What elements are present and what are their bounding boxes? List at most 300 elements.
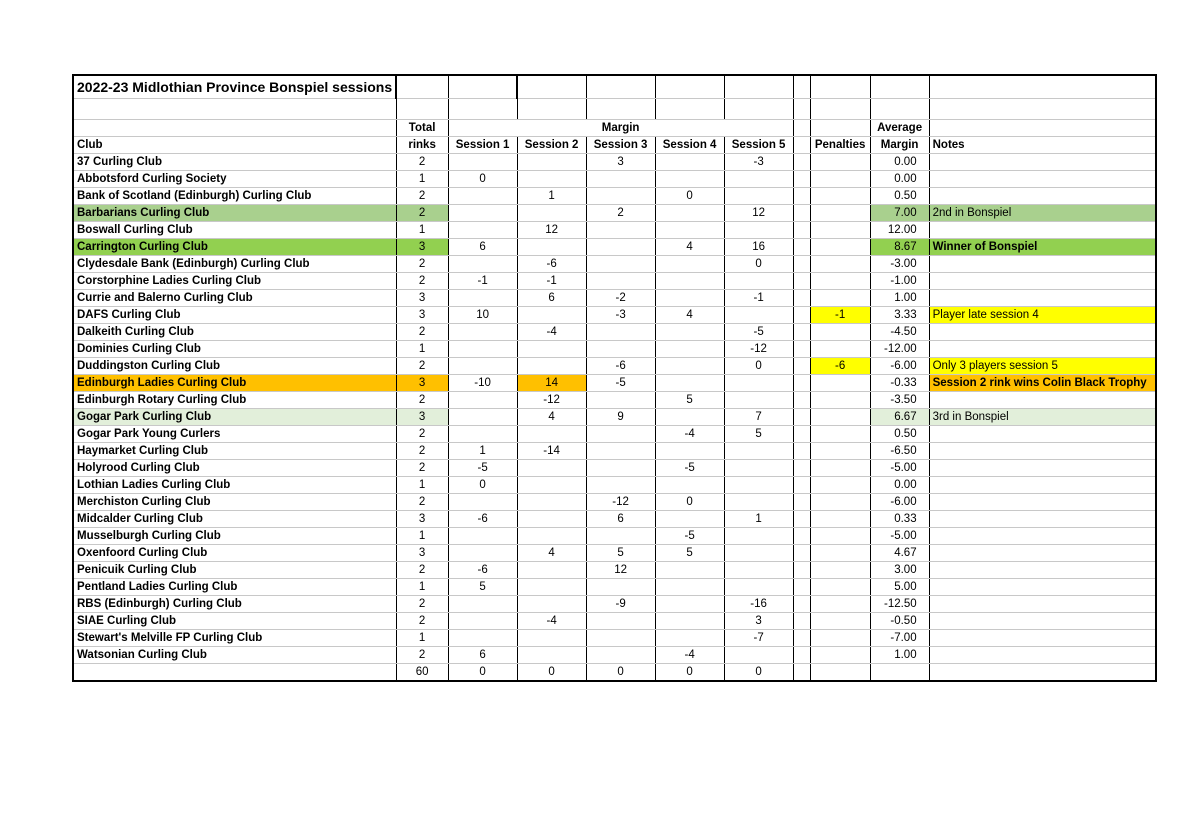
session-5-margin: -3: [724, 154, 793, 171]
session-4-margin: [655, 477, 724, 494]
session-5-margin: -7: [724, 630, 793, 647]
session-4-margin: [655, 290, 724, 307]
gap-cell: [793, 613, 810, 630]
session-1-margin: [448, 324, 517, 341]
club-name: Dominies Curling Club: [73, 341, 396, 358]
session-3-margin: [586, 613, 655, 630]
session-4-margin: [655, 358, 724, 375]
average-margin: 0.00: [870, 154, 929, 171]
session-2-margin: 4: [517, 409, 586, 426]
note-text: [929, 392, 1156, 409]
club-name: Lothian Ladies Curling Club: [73, 477, 396, 494]
club-name: Edinburgh Ladies Curling Club: [73, 375, 396, 392]
penalty-value: -6: [810, 358, 870, 375]
average-margin: 1.00: [870, 290, 929, 307]
header-average-margin: Margin: [870, 137, 929, 154]
club-name: Edinburgh Rotary Curling Club: [73, 392, 396, 409]
gap-cell: [793, 324, 810, 341]
gap-cell: [793, 222, 810, 239]
gap-cell: [793, 647, 810, 664]
club-name: SIAE Curling Club: [73, 613, 396, 630]
session-5-margin: [724, 273, 793, 290]
note-text: [929, 443, 1156, 460]
table-row: [73, 392, 1156, 409]
rinks-count: 2: [396, 358, 448, 375]
sheet-title: 2022-23 Midlothian Province Bonspiel sessions: [73, 75, 396, 99]
table-row: [73, 511, 1156, 528]
session-4-margin: [655, 341, 724, 358]
session-1-margin: 6: [448, 647, 517, 664]
average-margin: -12.00: [870, 341, 929, 358]
session-5-margin: 7: [724, 409, 793, 426]
session-4-margin: -4: [655, 647, 724, 664]
rinks-count: 2: [396, 613, 448, 630]
note-text: [929, 511, 1156, 528]
rinks-count: 1: [396, 477, 448, 494]
session-4-margin: [655, 273, 724, 290]
note-text: [929, 290, 1156, 307]
table-row: [73, 409, 1156, 426]
session-3-margin: -9: [586, 596, 655, 613]
session-2-margin: [517, 307, 586, 324]
session-4-margin: -5: [655, 528, 724, 545]
gap-cell: [793, 375, 810, 392]
average-margin: 0.50: [870, 188, 929, 205]
session-5-margin: [724, 477, 793, 494]
club-name: Duddingston Curling Club: [73, 358, 396, 375]
session-4-margin: [655, 154, 724, 171]
note-text: [929, 154, 1156, 171]
table-row: [73, 341, 1156, 358]
club-name: Bank of Scotland (Edinburgh) Curling Club: [73, 188, 396, 205]
session-1-margin: [448, 528, 517, 545]
session-1-margin: [448, 630, 517, 647]
header-penalties: Penalties: [810, 137, 870, 154]
rinks-count: 3: [396, 409, 448, 426]
club-name: Oxenfoord Curling Club: [73, 545, 396, 562]
note-text: [929, 477, 1156, 494]
club-name: Stewart's Melville FP Curling Club: [73, 630, 396, 647]
session-1-margin: [448, 392, 517, 409]
session-5-margin: [724, 392, 793, 409]
penalty-value: [810, 528, 870, 545]
gap-cell: [793, 256, 810, 273]
table-row: [73, 188, 1156, 205]
note-text: Player late session 4: [929, 307, 1156, 324]
club-name: Penicuik Curling Club: [73, 562, 396, 579]
penalty-value: [810, 443, 870, 460]
note-text: [929, 545, 1156, 562]
club-name: Barbarians Curling Club: [73, 205, 396, 222]
session-4-margin: [655, 324, 724, 341]
penalty-value: [810, 630, 870, 647]
session-1-margin: [448, 205, 517, 222]
session-2-margin: -4: [517, 613, 586, 630]
average-margin: -3.50: [870, 392, 929, 409]
club-name: Carrington Curling Club: [73, 239, 396, 256]
session-4-margin: [655, 562, 724, 579]
rinks-count: 3: [396, 375, 448, 392]
session-2-margin: [517, 477, 586, 494]
note-text: Winner of Bonspiel: [929, 239, 1156, 256]
session-2-margin: -14: [517, 443, 586, 460]
header-session-3: Session 3: [586, 137, 655, 154]
club-name: Clydesdale Bank (Edinburgh) Curling Club: [73, 256, 396, 273]
penalty-value: [810, 477, 870, 494]
session-3-margin: 12: [586, 562, 655, 579]
session-1-margin: -6: [448, 511, 517, 528]
session-5-margin: 3: [724, 613, 793, 630]
session-1-margin: [448, 154, 517, 171]
session-1-margin: 0: [448, 477, 517, 494]
penalty-value: [810, 613, 870, 630]
session-4-margin: [655, 205, 724, 222]
penalty-value: [810, 392, 870, 409]
session-3-margin: [586, 443, 655, 460]
note-text: [929, 647, 1156, 664]
table-row: [73, 596, 1156, 613]
penalty-value: [810, 239, 870, 256]
session-5-margin: [724, 494, 793, 511]
note-text: [929, 188, 1156, 205]
session-2-margin: [517, 562, 586, 579]
gap-cell: [793, 477, 810, 494]
penalty-value: [810, 341, 870, 358]
session-2-margin: 12: [517, 222, 586, 239]
session-2-margin: [517, 239, 586, 256]
session-2-margin: [517, 647, 586, 664]
session-3-margin: -3: [586, 307, 655, 324]
header-total: Total: [396, 120, 448, 137]
table-row: [73, 256, 1156, 273]
session-1-margin: [448, 358, 517, 375]
header-margin: Margin: [448, 120, 793, 137]
rinks-count: 2: [396, 273, 448, 290]
average-margin: -4.50: [870, 324, 929, 341]
average-margin: 3.00: [870, 562, 929, 579]
session-2-margin: [517, 511, 586, 528]
average-margin: -1.00: [870, 273, 929, 290]
total-session-3: 0: [586, 664, 655, 682]
rinks-count: 2: [396, 324, 448, 341]
note-text: [929, 494, 1156, 511]
rinks-count: 1: [396, 528, 448, 545]
header-session-5: Session 5: [724, 137, 793, 154]
gap-cell: [793, 460, 810, 477]
average-margin: -5.00: [870, 460, 929, 477]
session-5-margin: 1: [724, 511, 793, 528]
rinks-count: 3: [396, 290, 448, 307]
penalty-value: [810, 494, 870, 511]
rinks-count: 2: [396, 256, 448, 273]
bonspiel-table: [72, 74, 1157, 682]
gap-cell: [793, 596, 810, 613]
session-2-margin: -4: [517, 324, 586, 341]
table-row: [73, 647, 1156, 664]
session-1-margin: [448, 596, 517, 613]
session-4-margin: -4: [655, 426, 724, 443]
gap-cell: [793, 392, 810, 409]
table-row: [73, 613, 1156, 630]
session-1-margin: -6: [448, 562, 517, 579]
session-5-margin: [724, 528, 793, 545]
note-text: [929, 613, 1156, 630]
gap-cell: [793, 154, 810, 171]
penalty-value: [810, 222, 870, 239]
session-3-margin: 6: [586, 511, 655, 528]
session-2-margin: 14: [517, 375, 586, 392]
table-row: [73, 222, 1156, 239]
header-session-2: Session 2: [517, 137, 586, 154]
gap-cell: [793, 239, 810, 256]
session-5-margin: [724, 307, 793, 324]
session-1-margin: -1: [448, 273, 517, 290]
session-4-margin: [655, 375, 724, 392]
gap-cell: [793, 562, 810, 579]
session-4-margin: 5: [655, 545, 724, 562]
club-name: Corstorphine Ladies Curling Club: [73, 273, 396, 290]
session-3-margin: -2: [586, 290, 655, 307]
penalty-value: [810, 171, 870, 188]
note-text: [929, 171, 1156, 188]
session-3-margin: [586, 426, 655, 443]
gap-cell: [793, 171, 810, 188]
penalty-value: -1: [810, 307, 870, 324]
note-text: [929, 460, 1156, 477]
rinks-count: 2: [396, 426, 448, 443]
session-3-margin: [586, 630, 655, 647]
gap-cell: [793, 341, 810, 358]
penalty-value: [810, 273, 870, 290]
header-notes: Notes: [929, 137, 1156, 154]
session-4-margin: [655, 409, 724, 426]
session-2-margin: -6: [517, 256, 586, 273]
session-2-margin: [517, 494, 586, 511]
session-4-margin: -5: [655, 460, 724, 477]
session-5-margin: 12: [724, 205, 793, 222]
table-row: [73, 239, 1156, 256]
gap-cell: [793, 579, 810, 596]
average-margin: -12.50: [870, 596, 929, 613]
session-5-margin: [724, 222, 793, 239]
session-2-margin: 6: [517, 290, 586, 307]
table-row: [73, 460, 1156, 477]
session-5-margin: [724, 188, 793, 205]
session-2-margin: [517, 630, 586, 647]
club-name: Currie and Balerno Curling Club: [73, 290, 396, 307]
gap-cell: [793, 545, 810, 562]
club-name: Pentland Ladies Curling Club: [73, 579, 396, 596]
session-1-margin: [448, 426, 517, 443]
session-4-margin: [655, 511, 724, 528]
session-3-margin: 5: [586, 545, 655, 562]
session-1-margin: [448, 613, 517, 630]
session-3-margin: [586, 171, 655, 188]
penalty-value: [810, 562, 870, 579]
total-session-4: 0: [655, 664, 724, 682]
session-5-margin: [724, 460, 793, 477]
rinks-count: 2: [396, 460, 448, 477]
session-1-margin: [448, 409, 517, 426]
rinks-count: 2: [396, 443, 448, 460]
session-4-margin: [655, 171, 724, 188]
club-name: Abbotsford Curling Society: [73, 171, 396, 188]
table-row: [73, 477, 1156, 494]
note-text: [929, 256, 1156, 273]
average-margin: -0.50: [870, 613, 929, 630]
rinks-count: 1: [396, 630, 448, 647]
rinks-count: 3: [396, 511, 448, 528]
session-5-margin: [724, 171, 793, 188]
club-name: Gogar Park Curling Club: [73, 409, 396, 426]
header-club: Club: [73, 137, 396, 154]
table-row: [73, 545, 1156, 562]
session-1-margin: 0: [448, 171, 517, 188]
club-name: Gogar Park Young Curlers: [73, 426, 396, 443]
gap-cell: [793, 188, 810, 205]
gap-cell: [793, 290, 810, 307]
average-margin: -6.00: [870, 494, 929, 511]
rinks-count: 1: [396, 341, 448, 358]
note-text: [929, 273, 1156, 290]
session-1-margin: [448, 256, 517, 273]
rinks-count: 1: [396, 171, 448, 188]
rinks-count: 1: [396, 579, 448, 596]
session-1-margin: 5: [448, 579, 517, 596]
session-2-margin: [517, 154, 586, 171]
session-1-margin: -5: [448, 460, 517, 477]
rinks-count: 2: [396, 562, 448, 579]
club-name: Holyrood Curling Club: [73, 460, 396, 477]
session-3-margin: [586, 647, 655, 664]
session-1-margin: [448, 494, 517, 511]
session-5-margin: [724, 647, 793, 664]
table-row: [73, 273, 1156, 290]
penalty-value: [810, 256, 870, 273]
session-2-margin: [517, 341, 586, 358]
table-row: [73, 205, 1156, 222]
session-1-margin: -10: [448, 375, 517, 392]
session-3-margin: [586, 528, 655, 545]
average-margin: 1.00: [870, 647, 929, 664]
average-margin: -6.00: [870, 358, 929, 375]
note-text: [929, 222, 1156, 239]
table-row: [73, 324, 1156, 341]
rinks-count: 3: [396, 239, 448, 256]
session-1-margin: [448, 290, 517, 307]
gap-cell: [793, 511, 810, 528]
session-3-margin: [586, 324, 655, 341]
session-4-margin: 0: [655, 494, 724, 511]
average-margin: 0.00: [870, 171, 929, 188]
club-name: Midcalder Curling Club: [73, 511, 396, 528]
club-name: Dalkeith Curling Club: [73, 324, 396, 341]
note-text: [929, 579, 1156, 596]
table-row: [73, 494, 1156, 511]
table-row: [73, 375, 1156, 392]
session-3-margin: [586, 392, 655, 409]
table-row: [73, 307, 1156, 324]
gap-cell: [793, 630, 810, 647]
session-2-margin: 1: [517, 188, 586, 205]
rinks-count: 2: [396, 205, 448, 222]
session-5-margin: [724, 375, 793, 392]
penalty-value: [810, 154, 870, 171]
club-name: Boswall Curling Club: [73, 222, 396, 239]
penalty-value: [810, 545, 870, 562]
session-5-margin: 0: [724, 358, 793, 375]
average-margin: -3.00: [870, 256, 929, 273]
gap-cell: [793, 409, 810, 426]
session-3-margin: [586, 460, 655, 477]
session-2-margin: [517, 358, 586, 375]
session-3-margin: 2: [586, 205, 655, 222]
table-row: [73, 290, 1156, 307]
average-margin: 0.50: [870, 426, 929, 443]
session-5-margin: -16: [724, 596, 793, 613]
session-5-margin: -1: [724, 290, 793, 307]
session-2-margin: -12: [517, 392, 586, 409]
penalty-value: [810, 579, 870, 596]
table-row: [73, 154, 1156, 171]
session-5-margin: [724, 545, 793, 562]
rinks-count: 2: [396, 188, 448, 205]
total-session-1: 0: [448, 664, 517, 682]
session-4-margin: [655, 630, 724, 647]
session-5-margin: [724, 443, 793, 460]
session-1-margin: 10: [448, 307, 517, 324]
note-text: Only 3 players session 5: [929, 358, 1156, 375]
session-4-margin: [655, 256, 724, 273]
session-3-margin: [586, 341, 655, 358]
club-name: 37 Curling Club: [73, 154, 396, 171]
penalty-value: [810, 647, 870, 664]
header-average: Average: [870, 120, 929, 137]
rinks-count: 2: [396, 494, 448, 511]
gap-cell: [793, 494, 810, 511]
note-text: [929, 562, 1156, 579]
note-text: Session 2 rink wins Colin Black Trophy: [929, 375, 1156, 392]
note-text: [929, 630, 1156, 647]
rinks-count: 3: [396, 307, 448, 324]
rinks-count: 3: [396, 545, 448, 562]
session-3-margin: -5: [586, 375, 655, 392]
session-2-margin: [517, 171, 586, 188]
note-text: 3rd in Bonspiel: [929, 409, 1156, 426]
club-name: Watsonian Curling Club: [73, 647, 396, 664]
session-5-margin: 16: [724, 239, 793, 256]
table-row: [73, 426, 1156, 443]
note-text: [929, 596, 1156, 613]
total-session-5: 0: [724, 664, 793, 682]
header-session-1: Session 1: [448, 137, 517, 154]
average-margin: 6.67: [870, 409, 929, 426]
penalty-value: [810, 205, 870, 222]
session-3-margin: [586, 188, 655, 205]
session-3-margin: [586, 222, 655, 239]
table-row: [73, 562, 1156, 579]
session-4-margin: [655, 596, 724, 613]
average-margin: -7.00: [870, 630, 929, 647]
session-3-margin: 3: [586, 154, 655, 171]
penalty-value: [810, 511, 870, 528]
session-5-margin: -5: [724, 324, 793, 341]
header-rinks: rinks: [396, 137, 448, 154]
penalty-value: [810, 290, 870, 307]
table-row: [73, 171, 1156, 188]
average-margin: 7.00: [870, 205, 929, 222]
club-name: Merchiston Curling Club: [73, 494, 396, 511]
